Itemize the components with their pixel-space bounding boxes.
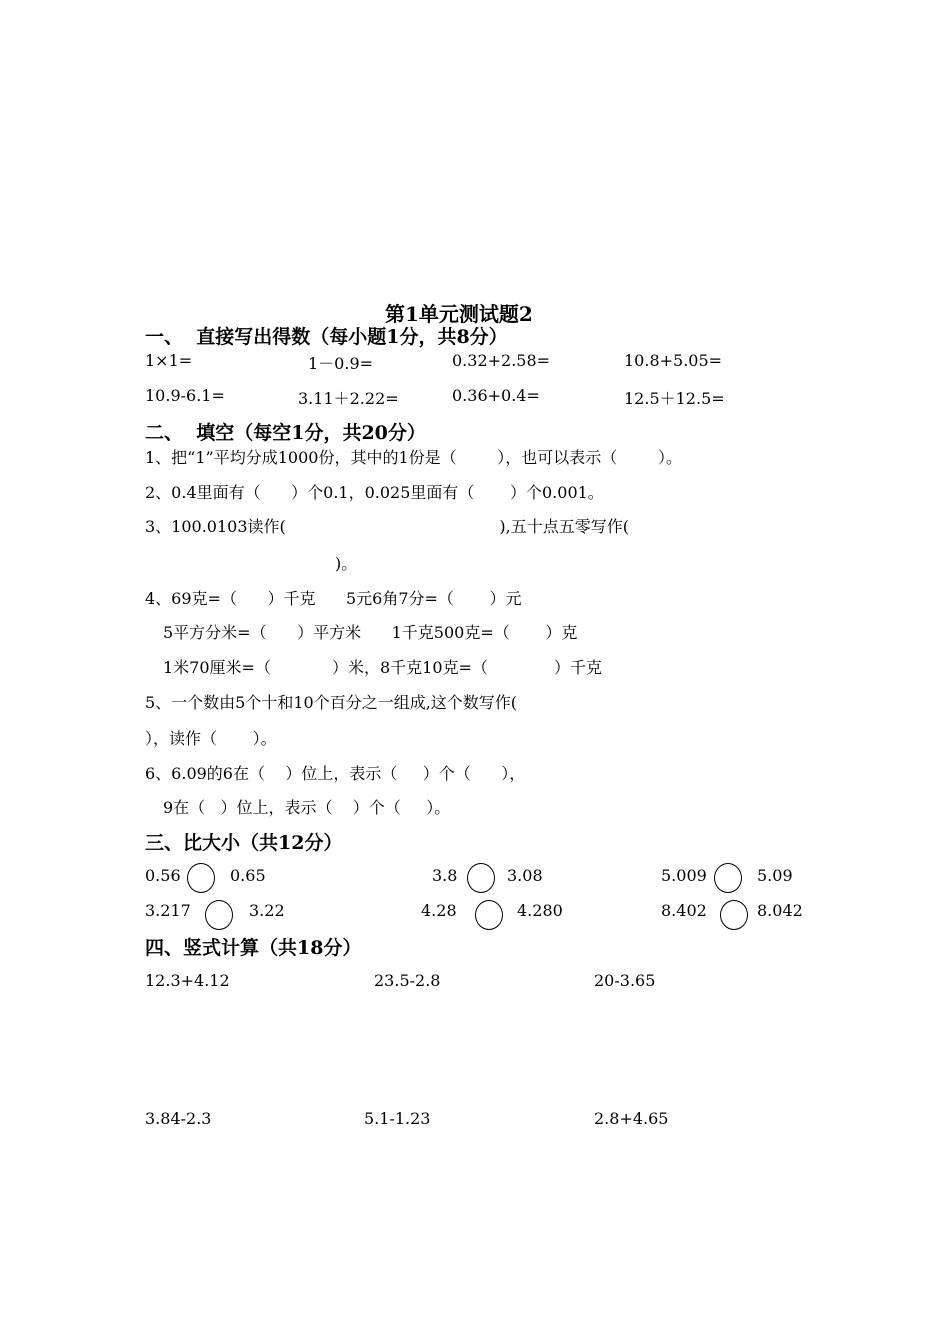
calc-item: 0.32+2.58= [452, 351, 551, 370]
calc-item: 1×1= [145, 351, 193, 370]
calc-item: 0.36+0.4= [452, 386, 540, 405]
compare-right: 3.08 [507, 866, 543, 885]
compare-left: 8.402 [661, 901, 707, 920]
vertical-calc-item: 5.1-1.23 [364, 1109, 431, 1128]
compare-circle[interactable] [467, 863, 495, 893]
compare-right: 0.65 [230, 866, 266, 885]
vertical-calc-item: 2.8+4.65 [594, 1109, 669, 1128]
calc-item: 10.8+5.05= [624, 351, 723, 370]
compare-right: 8.042 [757, 901, 803, 920]
calc-item: 3.11＋2.22= [298, 389, 399, 408]
compare-left: 0.56 [145, 866, 181, 885]
compare-circle[interactable] [187, 863, 215, 893]
vertical-calc-item: 12.3+4.12 [145, 971, 230, 990]
vertical-calc-item: 20-3.65 [594, 971, 656, 990]
compare-right: 5.09 [757, 866, 793, 885]
compare-left: 3.217 [145, 901, 191, 920]
fill-line: 4、69克=（ ）千克 5元6角7分=（ ）元 [145, 589, 522, 608]
fill-line: )。 [335, 554, 358, 573]
fill-line: ），读作（ ）。 [145, 729, 277, 748]
fill-line: 2、0.4里面有（ ）个0.1，0.025里面有（ ）个0.001。 [145, 483, 604, 502]
page-title: 第1单元测试题2 [385, 302, 533, 326]
calc-item: 1－0.9= [308, 354, 374, 373]
compare-left: 4.28 [421, 901, 457, 920]
compare-circle[interactable] [720, 900, 748, 930]
fill-line: 9在（ ）位上，表示（ ）个（ ）。 [163, 798, 451, 817]
fill-line: 3、100.0103读作( ),五十点五零写作( [145, 517, 629, 536]
compare-right: 4.280 [517, 901, 563, 920]
compare-circle[interactable] [475, 900, 503, 930]
compare-right: 3.22 [249, 901, 285, 920]
section-1-heading: 一、 直接写出得数（每小题1分，共8分） [145, 326, 508, 348]
vertical-calc-item: 23.5-2.8 [374, 971, 441, 990]
compare-left: 5.009 [661, 866, 707, 885]
compare-circle[interactable] [205, 900, 233, 930]
vertical-calc-item: 3.84-2.3 [145, 1109, 212, 1128]
section-3-heading: 三、比大小（共12分） [145, 832, 343, 854]
section-2-heading: 二、 填空（每空1分，共20分） [145, 422, 426, 444]
compare-left: 3.8 [432, 866, 458, 885]
fill-line: 5、一个数由5个十和10个百分之一组成,这个数写作( [145, 693, 518, 712]
calc-item: 12.5＋12.5= [624, 389, 725, 408]
fill-line: 1米70厘米=（ ）米，8千克10克=（ ）千克 [163, 658, 603, 677]
fill-line: 6、6.09的6在（ ）位上，表示（ ）个（ ）， [145, 764, 526, 783]
section-4-heading: 四、竖式计算（共18分） [145, 937, 362, 959]
compare-circle[interactable] [714, 863, 742, 893]
calc-item: 10.9-6.1= [145, 386, 225, 405]
fill-line: 5平方分米=（ ）平方米 1千克500克=（ ）克 [163, 623, 578, 642]
fill-line: 1、把“1”平均分成1000份，其中的1份是（ ），也可以表示（ ）。 [145, 448, 682, 467]
